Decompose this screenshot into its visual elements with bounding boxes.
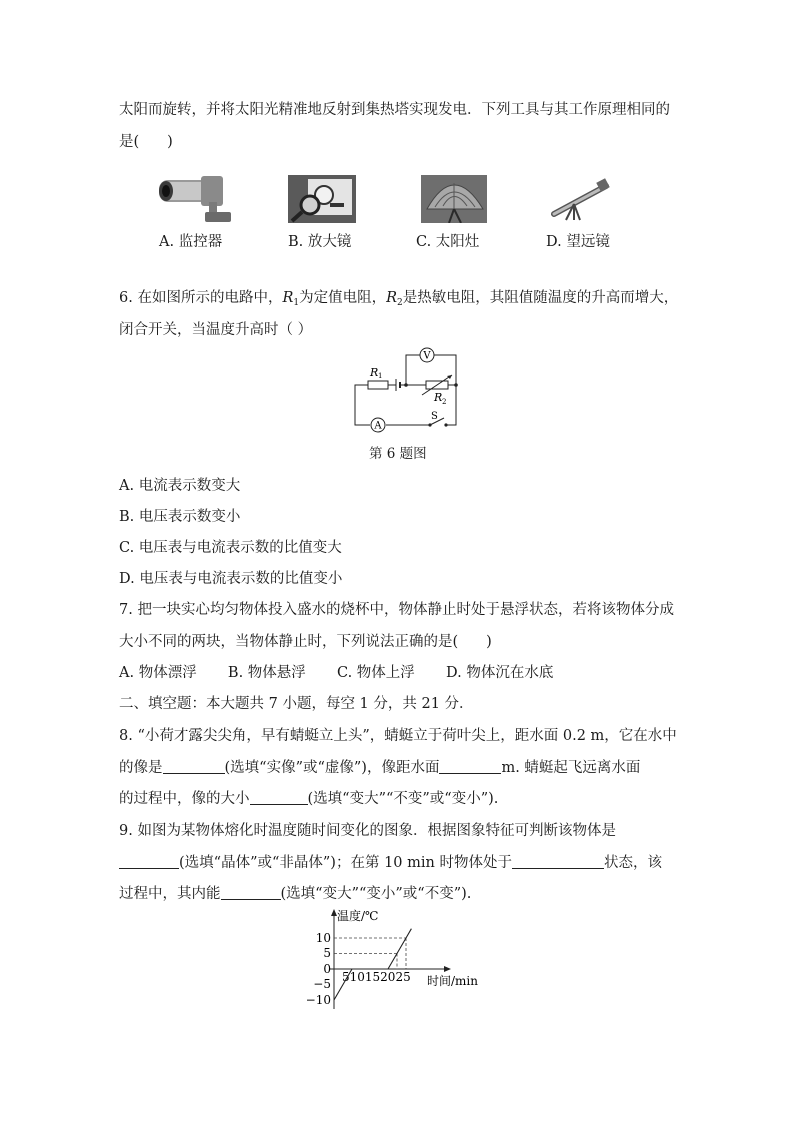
solar-cooker-icon	[421, 175, 487, 227]
q9-blank-3[interactable]	[221, 885, 281, 900]
q5-option-c: C. 太阳灶	[416, 234, 480, 250]
q6-stem-line2: 闭合开关，当温度升高时（ ）	[119, 322, 313, 338]
q7-options	[119, 663, 553, 683]
q5-stem-line1: 太阳而旋转，并将太阳光精准地反射到集热塔实现发电．下列工具与其工作原理相同的	[119, 102, 670, 118]
q8-stem-line1: 8. “小荷才露尖尖角，早有蜻蜓立上头”，蜻蜓立于荷叶尖上，距水面 0.2 m，它在水中	[119, 728, 677, 744]
q7-text: 大小不同的两块，当物体静止时，下列说法正确的是(	[119, 634, 459, 650]
q7-option-b: B. 物体悬浮	[227, 665, 306, 681]
q5-stem-line2	[119, 132, 173, 152]
q6-figure-caption: 第 6 题图	[369, 446, 427, 462]
q5-paren-close: )	[167, 134, 173, 150]
q7-option-a: A. 物体漂浮	[119, 665, 197, 681]
graph-xlabel: 时间/min	[427, 974, 478, 988]
q9-text-c: 过程中，其内能	[119, 886, 221, 902]
q5-option-b: B. 放大镜	[288, 234, 352, 250]
q9-text-a: (选填“晶体”或“非晶体”)；在第 10 min 时物体处于	[179, 855, 512, 871]
temperature-curve	[334, 929, 411, 1000]
magnifier-photo-icon	[288, 175, 356, 227]
ytick-neg5: −5	[313, 977, 331, 991]
q7-option-d: D. 物体沉在水底	[446, 665, 554, 681]
voltmeter-symbol: V	[423, 350, 431, 362]
melting-graph	[305, 906, 495, 1018]
graph-ylabel: 温度/℃	[337, 909, 379, 923]
ytick-5: 5	[323, 946, 331, 960]
q5-paren-open: 是(	[119, 134, 140, 150]
fig-r2-sub: 2	[442, 398, 447, 406]
x-axis-arrow	[444, 966, 451, 972]
fig-r1-label: R	[370, 366, 379, 379]
q6-option-a: A. 电流表示数变大	[119, 478, 241, 494]
q6-stem-line1	[119, 288, 678, 313]
q6-text-b: 为定值电阻，	[299, 290, 387, 306]
q7-stem-line2	[119, 632, 492, 652]
q5-option-d: D. 望远镜	[546, 234, 610, 250]
ammeter-symbol: A	[374, 420, 382, 432]
q8-text-c: m. 蜻蜓起飞远离水面	[501, 760, 641, 776]
q7-paren-close: )	[486, 634, 492, 650]
ytick-10: 10	[315, 931, 331, 945]
q7-stem-line1: 7. 把一块实心均匀物体投入盛水的烧杯中，物体静止时处于悬浮状态，若将该物体分成	[119, 602, 674, 618]
fig-r1-sub: 1	[378, 372, 383, 380]
q6-text-c: 是热敏电阻，其阻值随温度的升高而增大，	[402, 290, 679, 306]
q6-r2-sub: 2	[397, 298, 403, 308]
q6-r2-symbol: R	[386, 290, 398, 306]
q6-r1-symbol: R	[282, 290, 294, 306]
q8-blank-3[interactable]	[250, 790, 308, 805]
section-heading-fill-blank: 二、填空题：本大题共 7 小题，每空 1 分，共 21 分．	[119, 696, 474, 712]
q6-option-c: C. 电压表与电流表示数的比值变大	[119, 540, 342, 556]
q8-blank-1[interactable]	[163, 759, 225, 774]
q5-option-a: A. 监控器	[159, 234, 223, 250]
q6-option-d: D. 电压表与电流表示数的比值变小	[119, 571, 343, 587]
q8-blank-2[interactable]	[439, 759, 501, 774]
switch-label: S	[431, 411, 438, 422]
q7-option-c: C. 物体上浮	[337, 665, 415, 681]
ytick-neg10: −10	[305, 993, 331, 1007]
q6-r1-sub: 1	[293, 298, 300, 308]
q6-option-b: B. 电压表示数变小	[119, 509, 241, 525]
q9-text-d: (选填“变大”“变小”或“不变”).	[280, 886, 472, 902]
q8-text-d: 的过程中，像的大小	[119, 791, 250, 807]
q9-stem-line1: 9. 如图为某物体熔化时温度随时间变化的图象．根据图象特征可判断该物体是	[119, 823, 616, 839]
q8-text-a: 的像是	[119, 760, 163, 776]
ytick-0: 0	[323, 962, 331, 976]
q8-text-b: (选填“实像”或“虚像”)，像距水面	[224, 760, 440, 776]
q8-stem-line3	[119, 789, 498, 809]
q6-text-a: 6. 在如图所示的电路中，	[119, 290, 283, 306]
xtick-labels: 510152025	[342, 970, 411, 984]
q9-stem-line3	[119, 884, 471, 904]
q8-text-e: (选填“变大”“不变”或“变小”).	[307, 791, 499, 807]
q9-blank-2[interactable]	[512, 854, 604, 869]
telescope-icon	[548, 176, 612, 226]
q9-blank-1[interactable]	[119, 854, 179, 869]
q8-stem-line2	[119, 758, 640, 778]
q9-text-b: 状态，该	[603, 855, 662, 871]
surveillance-camera-icon	[157, 172, 235, 228]
circuit-diagram	[350, 345, 464, 437]
fig-r2-label: R	[434, 391, 443, 404]
q9-stem-line2	[119, 853, 662, 873]
